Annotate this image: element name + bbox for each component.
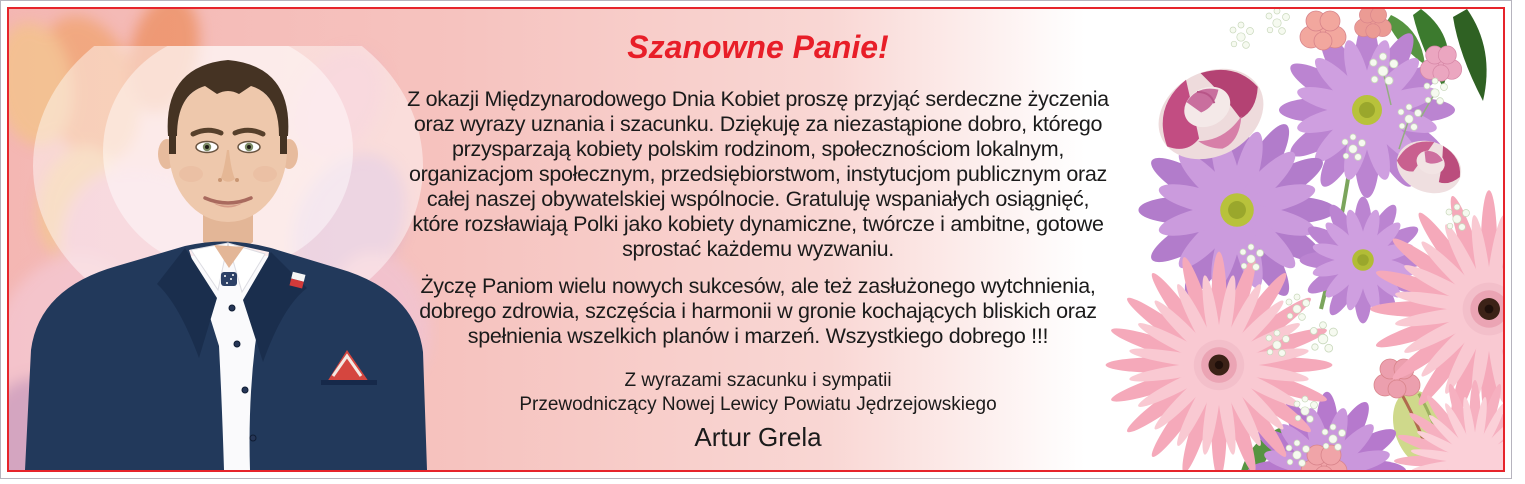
text-line: które rozsławiają Polki jako kobiety dynamiczne, twórcze i ambitne, gotowe (412, 212, 1104, 236)
text-line: organizacjom społecznym, przedsiębiorstwom, instytucjom publicznym oraz (408, 162, 1108, 186)
greeting-text (388, 9, 1128, 451)
bouquet-photo (1091, 9, 1503, 471)
text-line: całej naszej obywatelskiej wspólnocie. Gratuluję wspaniałych osiągnięć, (426, 187, 1090, 211)
text-line: Życzę Paniom wielu nowych sukcesów, ale też zasłużonego wytchnienia, (420, 274, 1096, 298)
paragraph-wishes (388, 87, 1128, 262)
portrait-photo (21, 46, 431, 470)
text-line: sprostać każdemu wyzwaniu. (622, 237, 894, 261)
text-line: Z okazji Międzynarodowego Dnia Kobiet proszę przyjąć serdeczne życzenia (407, 87, 1109, 111)
text-line: przysparzają kobiety polskim rodzinom, społecznościom lokalnym, (451, 137, 1064, 161)
paragraph-greetings (388, 274, 1128, 349)
signoff-role-line: Przewodniczący Nowej Lewicy Powiatu Jędrzejowskiego (519, 394, 997, 415)
text-line: dobrego zdrowia, szczęścia i harmonii w gronie kochających bliskich oraz (419, 299, 1097, 323)
card-title: Szanowne Panie! (627, 29, 889, 65)
signature-name: Artur Grela (694, 422, 822, 452)
greeting-card (7, 7, 1505, 472)
signoff-block (388, 369, 1128, 451)
signoff-respect-line: Z wyrazami szacunku i sympatii (624, 370, 892, 391)
text-line: oraz wyrazy uznania i szacunku. Dziękuję za niezastąpione dobro, którego (413, 112, 1103, 136)
text-line: spełnienia wszelkich planów i marzeń. Wszystkiego dobrego !!! (467, 324, 1049, 348)
